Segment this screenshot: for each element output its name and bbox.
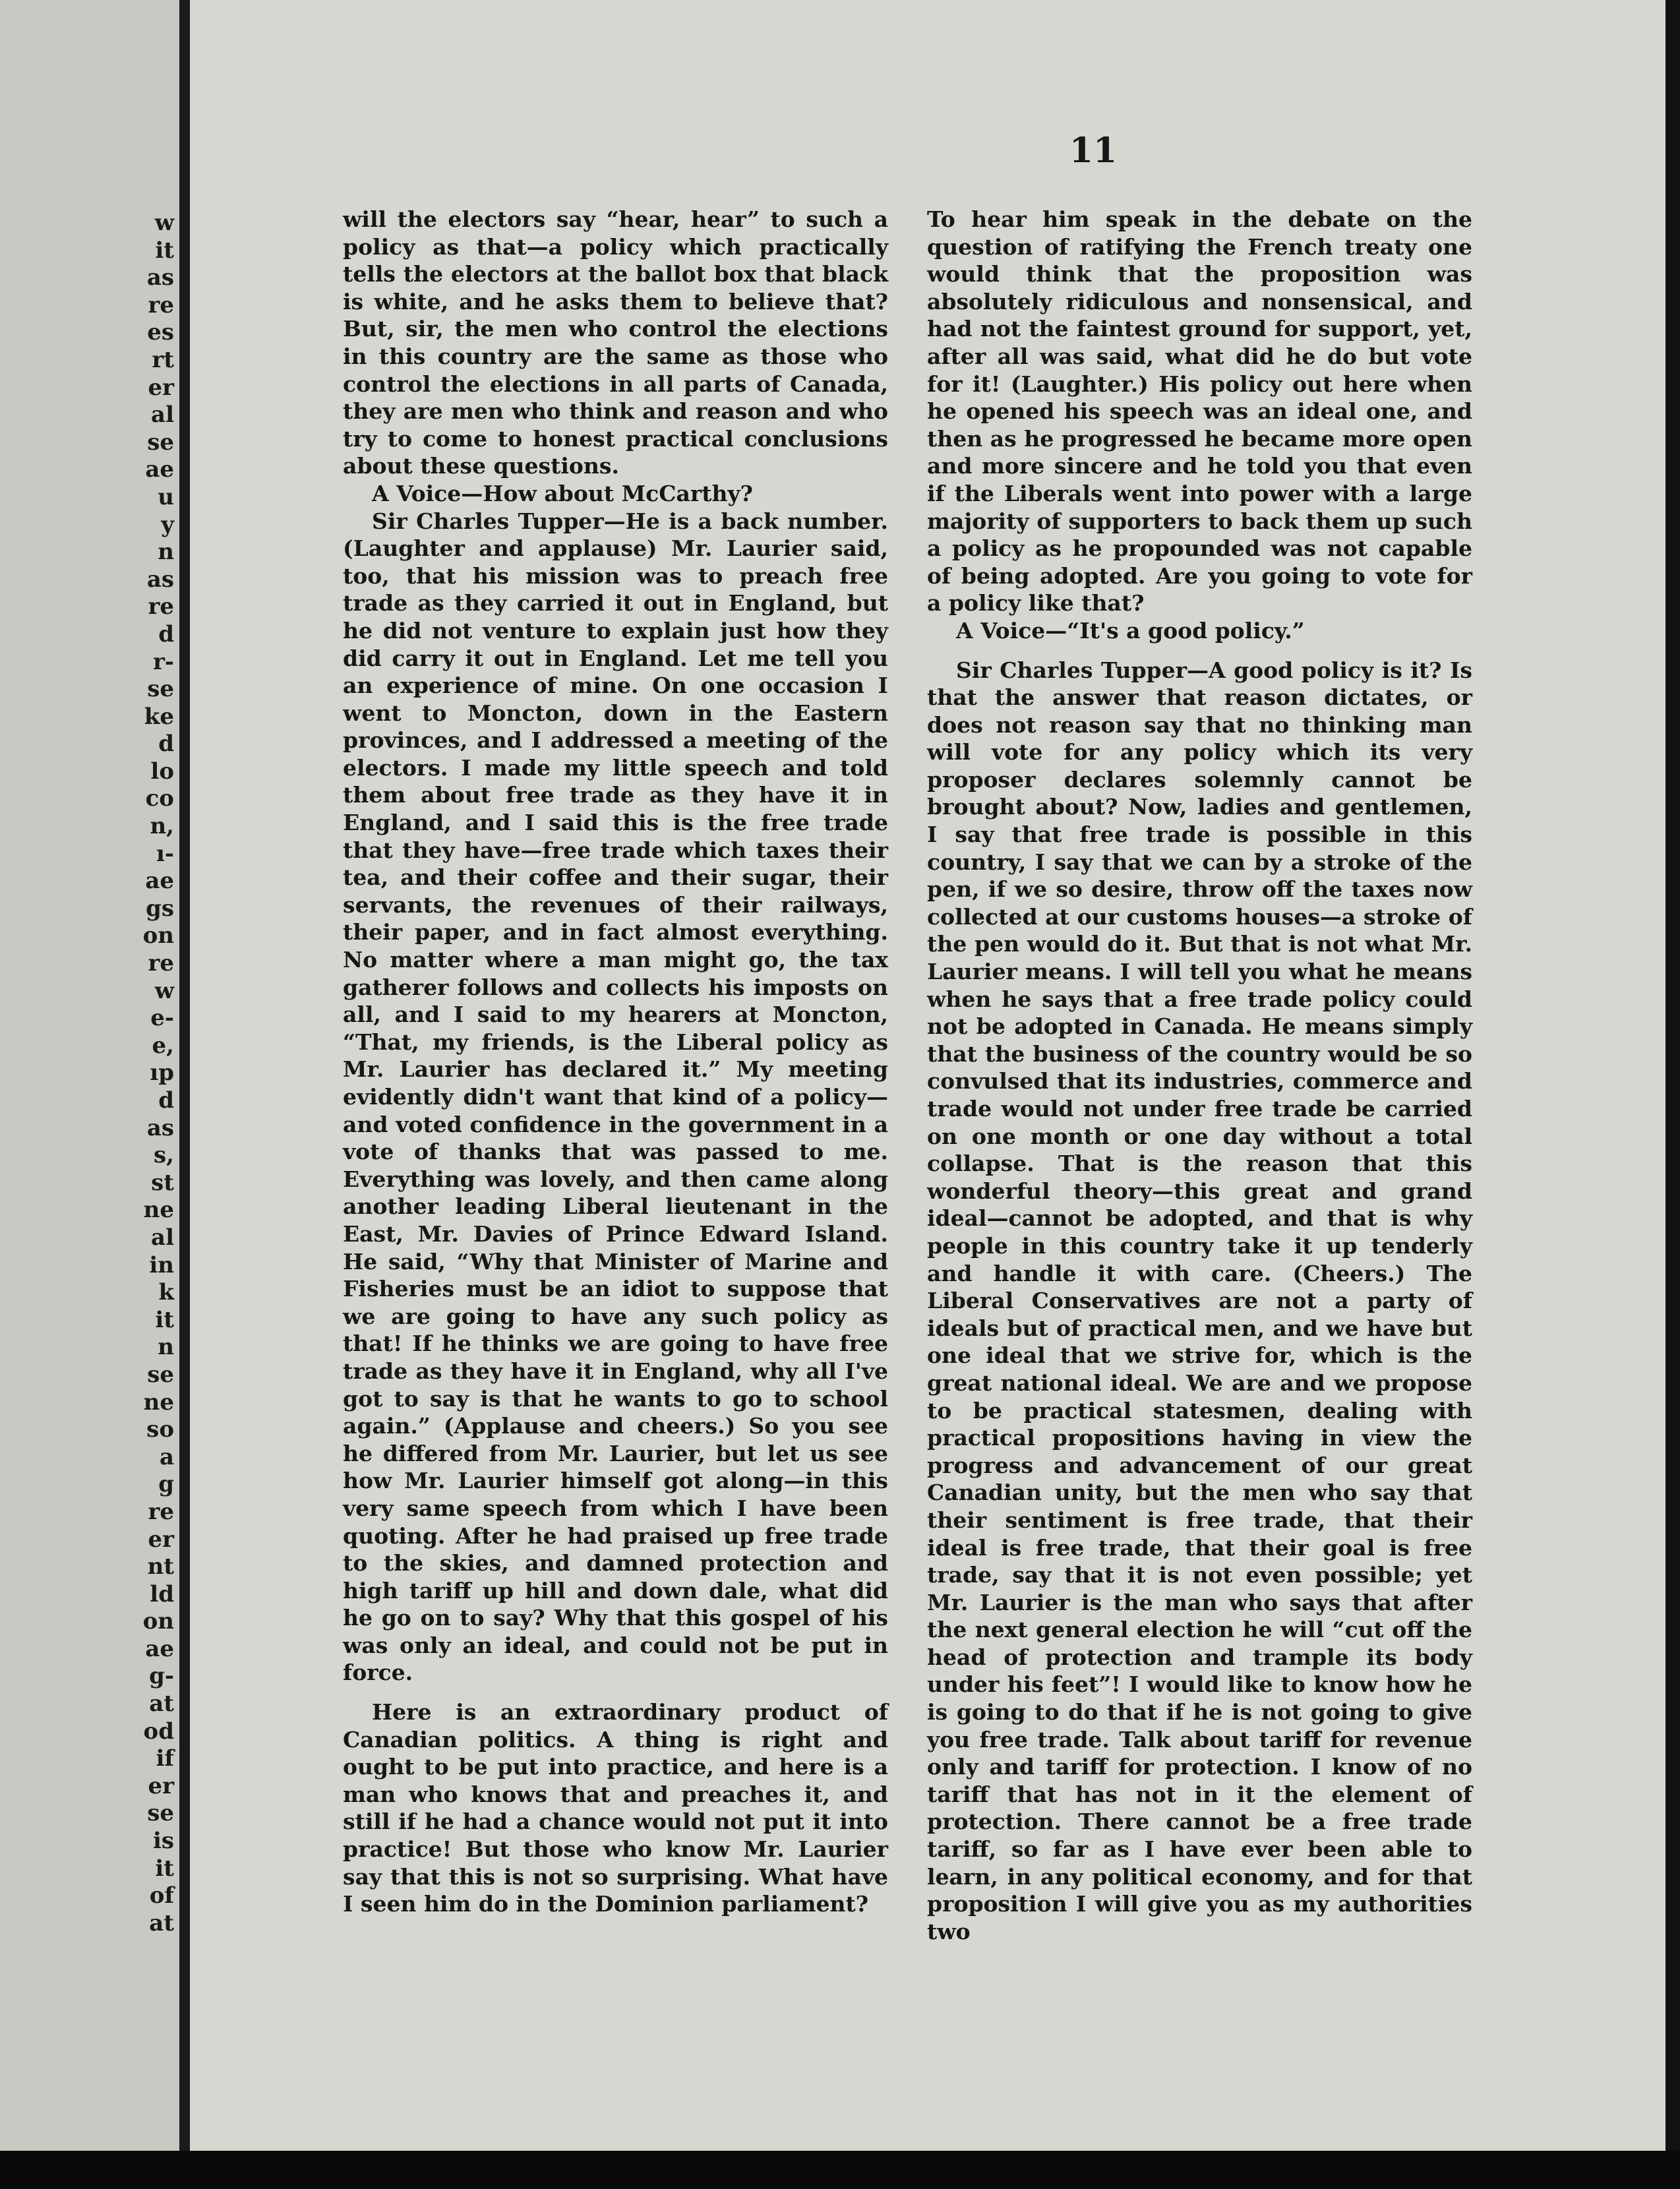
fragment-line: se — [147, 429, 174, 456]
page-number: 11 — [1069, 131, 1118, 171]
fragment-line: at — [149, 1691, 174, 1718]
paragraph: Sir Charles Tupper—He is a back number. (Laughter and applause) Mr. Laurier said, too, that his mission was to preach free trade as they carried it out in England, but he did not venture to explain just how they did carry it out in England. Let me tell you an experience of mine. On one occasion I went to Moncton, down in the Eastern provinces, and I addressed a meeting of the electors. I made my little speech and told them about free trade as they have it in England, and I said this is the free trade that they have—free trade which taxes their tea, and their coffee and their sugar, their servants, the revenues of their railways, their paper, and in fact almost everything. No matter where a man might go, the tax gatherer follows and collects his imposts on all, and I said to my hearers at Moncton, “That, my friends, is the Liberal policy as Mr. Laurier has declared it.” My meeting evidently didn't want that kind of a policy—and voted confidence in the government in a vote of thanks that was passed to me. Everything was lovely, and then came along another leading Liberal lieutenant in the East, Mr. Davies of Prince Edward Island. He said, “Why that Minister of Marine and Fisheries must be an idiot to suppose that we are going to have any such policy as that! If he thinks we are going to have free trade as they have it in England, why all I've got to say is that he wants to go to school again.” (Applause and cheers.) So you see he differed from Mr. Laurier, but let us see how Mr. Laurier himself got along—in this very same speech from which I have been quoting. After he had praised up free trade to the skies, and damned protection and high tariff up hill and down dale, what did he go on to say? Why that this gospel of his was only an ideal, and could not be put in force. — [343, 508, 888, 1686]
page-edge-shadow — [1665, 0, 1680, 2155]
scan-border — [0, 2151, 1680, 2189]
fragment-line: in — [149, 1251, 174, 1278]
fragment-line: lo — [150, 758, 174, 785]
fragment-line: al — [151, 402, 174, 429]
fragment-line: ae — [145, 868, 174, 895]
fragment-line: n, — [150, 813, 174, 840]
fragment-line: od — [143, 1718, 174, 1745]
fragment-line: as — [146, 1114, 174, 1141]
fragment-line: u — [158, 483, 174, 510]
fragment-line: it — [155, 1855, 174, 1882]
fragment-line: re — [148, 291, 174, 318]
fragment-line: er — [148, 374, 174, 401]
fragment-line: ne — [143, 1389, 174, 1416]
fragment-line: g — [158, 1471, 174, 1498]
fragment-line: as — [146, 566, 174, 593]
text-column-left — [343, 206, 888, 1918]
fragment-line: ıp — [150, 1060, 174, 1087]
fragment-line: se — [147, 1361, 174, 1388]
fragment-line: ı- — [156, 840, 174, 867]
fragment-line: a — [159, 1443, 174, 1470]
fragment-line: ld — [150, 1580, 174, 1607]
paragraph: A Voice—How about McCarthy? — [372, 480, 753, 506]
fragment-line: d — [158, 731, 174, 758]
fragment-line: ae — [145, 1635, 174, 1662]
fragment-line: s, — [154, 1142, 174, 1169]
fragment-line: if — [156, 1745, 174, 1772]
adjacent-page-edge — [0, 0, 179, 2151]
book-gutter — [179, 0, 190, 2151]
adjacent-page-text-fragments — [135, 210, 174, 1937]
fragment-line: d — [158, 1087, 174, 1114]
page — [190, 0, 1665, 2155]
fragment-line: e- — [150, 1005, 174, 1032]
fragment-line: g- — [149, 1663, 174, 1690]
fragment-line: it — [155, 237, 174, 264]
fragment-line: re — [148, 1498, 174, 1525]
fragment-line: e, — [152, 1032, 174, 1059]
fragment-line: se — [147, 1800, 174, 1827]
fragment-line: er — [148, 1772, 174, 1799]
fragment-line: it — [155, 1306, 174, 1333]
fragment-line: ne — [143, 1197, 174, 1224]
fragment-line: r- — [152, 648, 174, 675]
fragment-line: re — [148, 593, 174, 620]
fragment-line: er — [148, 1526, 174, 1553]
fragment-line: so — [146, 1416, 174, 1443]
fragment-line: n — [158, 1334, 174, 1361]
fragment-line: rt — [152, 346, 174, 373]
fragment-line: nt — [147, 1553, 174, 1580]
fragment-line: se — [147, 676, 174, 703]
fragment-line: st — [151, 1169, 174, 1196]
fragment-line: ke — [144, 703, 174, 730]
fragment-line: on — [142, 922, 174, 949]
fragment-line: on — [142, 1608, 174, 1635]
paragraph: Sir Charles Tupper—A good policy is it? Is that the answer that reason dictates, or does not reason say that no thinking man will vote for any policy which its very proposer declares solemnly cannot be brought about? Now, ladies and gentlemen, I say that free trade is possible in this country, I say that we can by a stroke of the pen, if we so desire, throw off the taxes now collected at our customs houses—a stroke of the pen would do it. But that is not what Mr. Laurier means. I will tell you what he means when he says that a free trade policy could not be adopted in Canada. He means simply that the business of the country would be so convulsed that its industries, commerce and trade would not under free trade be carried on one month or one day without a total collapse. That is the reason that this wonderful theory—this great and grand ideal—cannot be adopted, and that is why people in this country take it up tenderly and handle it with care. (Cheers.) The Liberal Conservatives are not a party of ideals but of practical men, and we have but one ideal that we strive for, which is the great national ideal. We are and we propose to be practical statesmen, dealing with practical propositions having in view the progress and advancement of our great Canadian unity, but the men who say that their sentiment is free trade, that their ideal is free trade, that their goal is free trade, say that it is not even possible; yet Mr. Laurier is the man who says that after the next general election he will “cut off the head of protection and trample its body under his feet”! I would like to know how he is going to do that if he is not going to give you free trade. Talk about tariff for revenue only and tariff for protection. I know of no tariff that has not in it the element of protection. There cannot be a free trade tariff, so far as I have ever been able to learn, in any political economy, and for that proposition I will give you as my authorities two — [927, 657, 1472, 1944]
fragment-line: d — [158, 620, 174, 647]
fragment-line: ae — [145, 456, 174, 483]
fragment-line: w — [154, 210, 174, 236]
fragment-line: n — [158, 539, 174, 566]
fragment-line: k — [158, 1279, 174, 1306]
fragment-line: as — [146, 264, 174, 291]
fragment-line: es — [147, 319, 174, 346]
fragment-line: of — [149, 1882, 174, 1909]
fragment-line: y — [161, 511, 174, 538]
fragment-line: re — [148, 950, 174, 977]
paragraph: will the electors say “hear, hear” to such a policy as that—a policy which practically tells the electors at the ballot box that black is white, and he asks them to believe that? But, sir, the men who control the elections in this country are the same as those who control the elections in all parts of Canada, they are men who think and reason and who try to come to honest practical conclusions about these questions. — [343, 206, 888, 479]
text-column-right — [927, 206, 1472, 1945]
paragraph: To hear him speak in the debate on the question of ratifying the French treaty one would think that the proposition was absolutely ridiculous and nonsensical, and had not the faintest ground for support, yet, after all was said, what did he do but vote for it! (Laughter.) His policy out here when he opened his speech was an ideal one, and then as he progressed he became more open and more sincere and he told you that even if the Liberals went into power with a large majority of supporters to back them up such a policy as he propounded was not capable of being adopted. Are you going to vote for a policy like that? — [927, 206, 1472, 616]
fragment-line: gs — [146, 895, 174, 922]
paragraph: Here is an extraordinary product of Canadian politics. A thing is right and ought to be put into practice, and here is a man who knows that and preaches it, and still if he had a chance would not put it into practice! But those who know Mr. Laurier say that this is not so surprising. What have I seen him do in the Dominion parliament? — [343, 1699, 888, 1917]
fragment-line: al — [151, 1224, 174, 1251]
fragment-line: at — [149, 1909, 174, 1936]
fragment-line: w — [154, 977, 174, 1004]
paragraph: A Voice—“It's a good policy.” — [956, 617, 1305, 644]
fragment-line: co — [145, 785, 174, 812]
fragment-line: is — [152, 1828, 174, 1855]
